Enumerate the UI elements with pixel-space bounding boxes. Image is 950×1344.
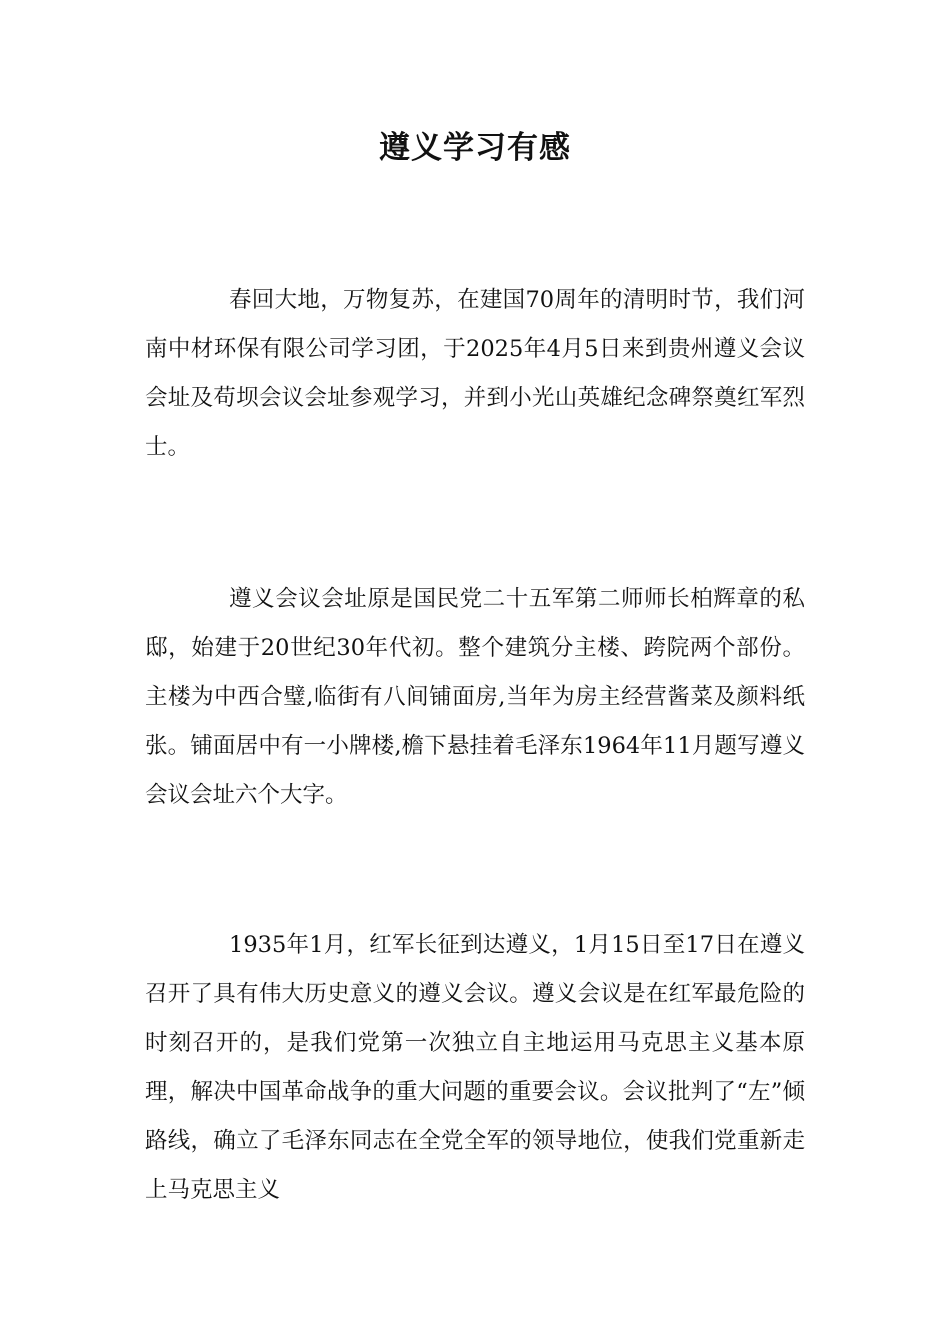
paragraph-2: 遵义会议会址原是国民党二十五军第二师师长柏辉章的私邸，始建于20世纪30年代初。整个建筑分主楼、跨院两个部份。主楼为中西合璧,临街有八间铺面房,当年为房主经营酱菜及颜料纸张。铺面居中有一小牌楼,檐下悬挂着毛泽东1964年11月题写遵义会议会址六个大字。 — [145, 586, 805, 808]
document-title: 遵义学习有感 — [379, 130, 571, 166]
paragraph-3: 1935年1月，红军长征到达遵义，1月15日至17日在遵义召开了具有伟大历史意义的遵义会议。遵义会议是在红军最危险的时刻召开的，是我们党第一次独立自主地运用马克思主义基本原理，解决中国革命战争的重大问题的重要会议。会议批判了“左”倾路线，确立了毛泽东同志在全党全军的领导地位，使我们党重新走上马克思主义 — [145, 932, 805, 1203]
paragraph-1: 春回大地，万物复苏，在建国70周年的清明时节，我们河南中材环保有限公司学习团，于2025年4月5日来到贵州遵义会议会址及苟坝会议会址参观学习，并到小光山英雄纪念碑祭奠红军烈士。 — [145, 287, 805, 460]
